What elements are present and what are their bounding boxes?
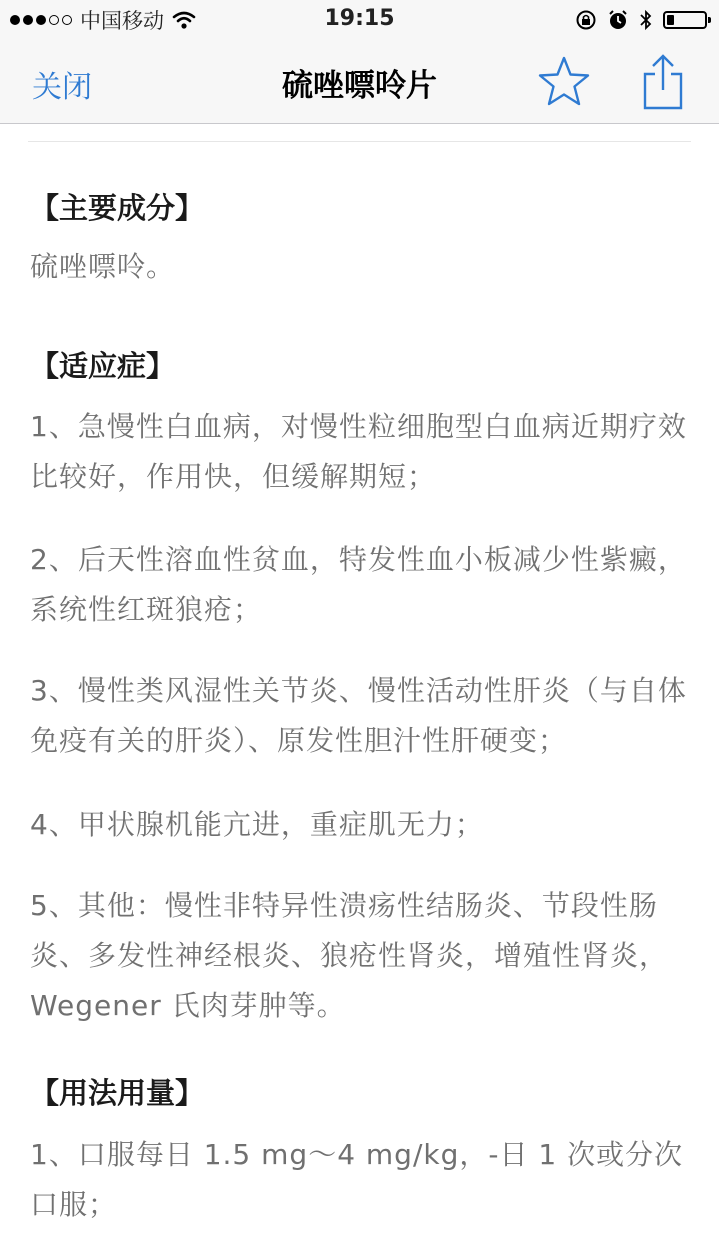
content-divider: [28, 141, 691, 142]
battery-icon: [663, 11, 707, 29]
close-button[interactable]: 关闭: [32, 70, 92, 105]
section-heading-dosage: 【用法用量】: [30, 1076, 205, 1110]
indication-item: 1、急慢性白血病，对慢性粒细胞型白血病近期疗效比较好，作用快，但缓解期短；: [30, 410, 687, 493]
share-icon[interactable]: [638, 52, 688, 112]
star-icon[interactable]: [536, 54, 592, 110]
indication-item: 4、甲状腺机能亢进，重症肌无力；: [30, 808, 484, 841]
battery-fill: [667, 15, 674, 25]
bluetooth-icon: [639, 9, 653, 31]
rotation-lock-icon: [575, 9, 597, 31]
nav-bar: [0, 40, 719, 124]
alarm-icon: [607, 9, 629, 31]
indication-item: 5、其他：慢性非特异性溃疡性结肠炎、节段性肠炎、多发性神经根炎、狼疮性肾炎，增殖性肾炎，Wegener 氏肉芽肿等。: [30, 889, 669, 1022]
page-title: 硫唑嘌呤片: [282, 68, 437, 104]
section-heading-indications: 【适应症】: [30, 349, 176, 383]
indication-item: 2、后天性溶血性贫血，特发性血小板减少性紫癜，系统性红斑狼疮；: [30, 543, 687, 626]
indication-item: 3、慢性类风湿性关节炎、慢性活动性肝炎（与自体免疫有关的肝炎）、原发性胆汁性肝硬变；: [30, 674, 687, 757]
status-right: [575, 6, 707, 34]
section-heading-ingredients: 【主要成分】: [30, 191, 205, 225]
dosage-item: 1、口服每日 1.5 mg～4 mg/kg，-日 1 次或分次口服；: [30, 1138, 684, 1221]
status-bar: [0, 0, 719, 40]
status-time: 19:15: [324, 6, 395, 31]
carrier-name: 中国移动: [80, 9, 164, 33]
ingredients-text: 硫唑嘌呤。: [30, 250, 176, 283]
